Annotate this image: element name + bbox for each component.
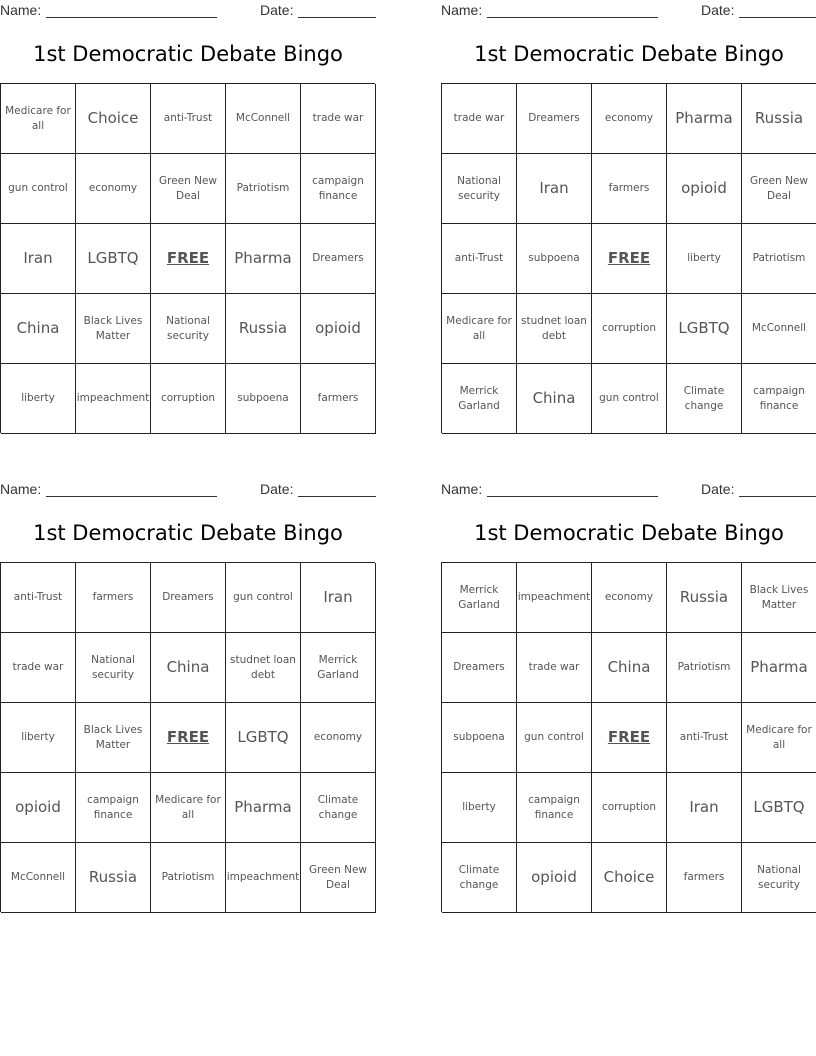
bingo-cell[interactable]: Choice [592, 843, 667, 913]
bingo-cell[interactable]: China [517, 364, 592, 434]
date-blank-line [739, 17, 816, 18]
bingo-cell[interactable]: opioid [301, 294, 376, 364]
bingo-cell[interactable]: trade war [442, 84, 517, 154]
bingo-cell[interactable]: Green New Deal [151, 154, 226, 224]
bingo-cell[interactable]: corruption [151, 364, 226, 434]
bingo-cell[interactable]: Medicare for all [442, 294, 517, 364]
bingo-cell[interactable]: Medicare for all [1, 84, 76, 154]
bingo-cell[interactable]: campaign finance [301, 154, 376, 224]
bingo-cell[interactable]: Patriotism [151, 843, 226, 913]
name-blank-line [487, 496, 658, 497]
bingo-cell[interactable]: Choice [76, 84, 151, 154]
bingo-cell[interactable]: Iran [1, 224, 76, 294]
bingo-grid [0, 83, 375, 433]
bingo-cell[interactable]: Dreamers [517, 84, 592, 154]
bingo-cell[interactable]: impeachment [517, 563, 592, 633]
bingo-cell[interactable]: Green New Deal [742, 154, 816, 224]
bingo-cell[interactable]: subpoena [442, 703, 517, 773]
bingo-cell[interactable]: Patriotism [667, 633, 742, 703]
bingo-cell[interactable]: Dreamers [301, 224, 376, 294]
bingo-cell[interactable]: gun control [1, 154, 76, 224]
date-blank-line [739, 496, 816, 497]
bingo-cell[interactable]: Pharma [742, 633, 816, 703]
bingo-cell[interactable]: farmers [592, 154, 667, 224]
bingo-cell[interactable]: National security [442, 154, 517, 224]
bingo-cell[interactable]: Russia [742, 84, 816, 154]
bingo-cell[interactable]: opioid [667, 154, 742, 224]
free-space-cell[interactable]: FREE [151, 703, 226, 773]
bingo-cell[interactable]: corruption [592, 294, 667, 364]
bingo-cell[interactable]: gun control [517, 703, 592, 773]
bingo-cell[interactable]: liberty [667, 224, 742, 294]
bingo-cell[interactable]: Climate change [301, 773, 376, 843]
name-label: Name: [441, 481, 483, 497]
date-label: Date: [260, 481, 294, 497]
bingo-cell[interactable]: Russia [667, 563, 742, 633]
name-label: Name: [0, 481, 42, 497]
bingo-cell[interactable]: trade war [301, 84, 376, 154]
bingo-cell[interactable]: LGBTQ [226, 703, 301, 773]
bingo-cell[interactable]: LGBTQ [667, 294, 742, 364]
bingo-cell[interactable]: China [592, 633, 667, 703]
bingo-cell[interactable]: McConnell [742, 294, 816, 364]
bingo-card-1 [0, 0, 376, 440]
bingo-cell[interactable]: impeachment [76, 364, 151, 434]
bingo-cell[interactable]: National security [742, 843, 816, 913]
bingo-grid [0, 562, 375, 912]
bingo-grid [441, 562, 816, 912]
date-label: Date: [701, 481, 735, 497]
bingo-cell[interactable]: liberty [1, 703, 76, 773]
card-title: 1st Democratic Debate Bingo [33, 42, 343, 66]
bingo-card-2 [441, 0, 816, 440]
free-space-cell[interactable]: FREE [592, 224, 667, 294]
bingo-cell[interactable]: McConnell [1, 843, 76, 913]
bingo-cell[interactable]: gun control [226, 563, 301, 633]
bingo-cell[interactable]: McConnell [226, 84, 301, 154]
bingo-cell[interactable]: subpoena [226, 364, 301, 434]
name-blank-line [487, 17, 658, 18]
bingo-cell[interactable]: Medicare for all [151, 773, 226, 843]
bingo-cell[interactable]: economy [592, 563, 667, 633]
bingo-cell[interactable]: Pharma [226, 224, 301, 294]
bingo-cell[interactable]: opioid [1, 773, 76, 843]
bingo-cell[interactable]: Dreamers [442, 633, 517, 703]
bingo-cell[interactable]: Patriotism [226, 154, 301, 224]
bingo-cell[interactable]: campaign finance [517, 773, 592, 843]
bingo-cell[interactable]: Black Lives Matter [76, 703, 151, 773]
date-label: Date: [260, 2, 294, 18]
bingo-cell[interactable]: Iran [517, 154, 592, 224]
bingo-cell[interactable]: corruption [592, 773, 667, 843]
bingo-cell[interactable]: economy [301, 703, 376, 773]
bingo-cell[interactable]: farmers [76, 563, 151, 633]
bingo-cell[interactable]: LGBTQ [76, 224, 151, 294]
bingo-cell[interactable]: Merrick Garland [301, 633, 376, 703]
bingo-cell[interactable]: Medicare for all [742, 703, 816, 773]
bingo-cell[interactable]: Patriotism [742, 224, 816, 294]
bingo-cell[interactable]: Pharma [667, 84, 742, 154]
bingo-cell[interactable]: anti-Trust [1, 563, 76, 633]
bingo-cell[interactable]: gun control [592, 364, 667, 434]
bingo-cell[interactable]: anti-Trust [151, 84, 226, 154]
bingo-cell[interactable]: China [151, 633, 226, 703]
bingo-cell[interactable]: Merrick Garland [442, 364, 517, 434]
bingo-cell[interactable]: studnet loan debt [517, 294, 592, 364]
card-header [0, 0, 376, 22]
bingo-cell[interactable]: Russia [76, 843, 151, 913]
bingo-cell[interactable]: National security [76, 633, 151, 703]
bingo-cell[interactable]: farmers [301, 364, 376, 434]
bingo-cell[interactable]: economy [76, 154, 151, 224]
free-space-cell[interactable]: FREE [592, 703, 667, 773]
card-title: 1st Democratic Debate Bingo [33, 521, 343, 545]
name-blank-line [46, 496, 217, 497]
bingo-cell[interactable]: studnet loan debt [226, 633, 301, 703]
bingo-cell[interactable]: Iran [667, 773, 742, 843]
bingo-cell[interactable]: liberty [442, 773, 517, 843]
bingo-cell[interactable]: economy [592, 84, 667, 154]
bingo-cell[interactable]: Russia [226, 294, 301, 364]
bingo-cell[interactable]: farmers [667, 843, 742, 913]
bingo-cell[interactable]: subpoena [517, 224, 592, 294]
bingo-cell[interactable]: LGBTQ [742, 773, 816, 843]
bingo-card-3 [0, 479, 376, 919]
bingo-cell[interactable]: Iran [301, 563, 376, 633]
bingo-grid [441, 83, 816, 433]
bingo-cell[interactable]: opioid [517, 843, 592, 913]
bingo-cell[interactable]: Climate change [667, 364, 742, 434]
bingo-cell[interactable]: Black Lives Matter [76, 294, 151, 364]
bingo-cell[interactable]: China [1, 294, 76, 364]
bingo-card-4 [441, 479, 816, 919]
bingo-cell[interactable]: Green New Deal [301, 843, 376, 913]
date-label: Date: [701, 2, 735, 18]
bingo-cell[interactable]: trade war [1, 633, 76, 703]
bingo-cell[interactable]: anti-Trust [442, 224, 517, 294]
card-title: 1st Democratic Debate Bingo [474, 42, 784, 66]
date-blank-line [298, 17, 376, 18]
card-header [441, 479, 816, 501]
bingo-cell[interactable]: Pharma [226, 773, 301, 843]
bingo-cell[interactable]: campaign finance [742, 364, 816, 434]
card-header [441, 0, 816, 22]
bingo-cell[interactable]: liberty [1, 364, 76, 434]
bingo-cell[interactable]: trade war [517, 633, 592, 703]
name-label: Name: [441, 2, 483, 18]
name-label: Name: [0, 2, 42, 18]
bingo-cell[interactable]: impeachment [226, 843, 301, 913]
free-space-cell[interactable]: FREE [151, 224, 226, 294]
card-header [0, 479, 376, 501]
name-blank-line [46, 17, 217, 18]
bingo-cell[interactable]: Dreamers [151, 563, 226, 633]
bingo-cell[interactable]: Merrick Garland [442, 563, 517, 633]
bingo-cell[interactable]: campaign finance [76, 773, 151, 843]
card-title: 1st Democratic Debate Bingo [474, 521, 784, 545]
bingo-cell[interactable]: Black Lives Matter [742, 563, 816, 633]
bingo-cell[interactable]: anti-Trust [667, 703, 742, 773]
bingo-cell[interactable]: Climate change [442, 843, 517, 913]
date-blank-line [298, 496, 376, 497]
bingo-cell[interactable]: National security [151, 294, 226, 364]
